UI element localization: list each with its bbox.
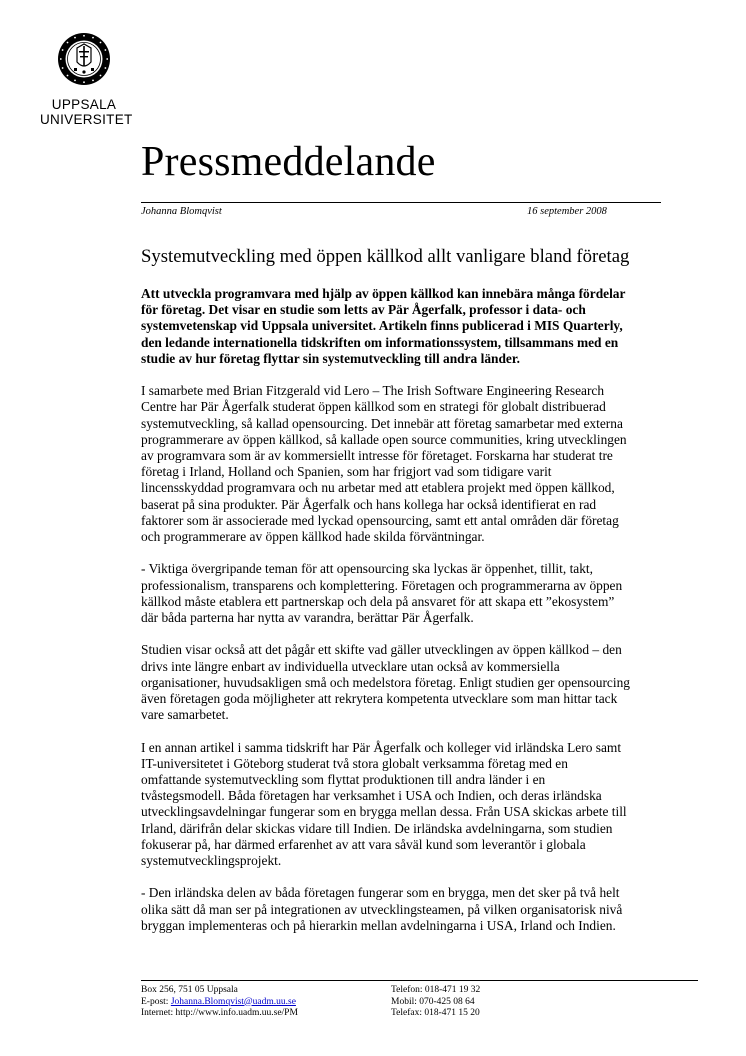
body-paragraph-1 xyxy=(141,383,703,545)
footer-address: Box 256, 751 05 Uppsala xyxy=(141,985,238,995)
lead-paragraph xyxy=(141,286,703,367)
lead-line: den ledande internationella tidskriften om informationssystem, tillsammans med en xyxy=(141,334,619,350)
footer-email-link[interactable]: Johanna.Blomqvist@uadm.uu.se xyxy=(170,996,296,1007)
body-line: - Viktiga övergripande teman för att opensourcing ska lyckas är öppenhet, tillit, takt, xyxy=(141,561,593,577)
lead-line: Att utveckla programvara med hjälp av öppen källkod kan innebära många fördelar xyxy=(141,286,626,301)
body-line: organisationer, huvudsakligen små och medelstora företag. Enligt studien ger opensourcing xyxy=(141,674,630,690)
body-line: lincensskyddad programvara och nu arbetar med att etablera projekt med öppen källkod, xyxy=(141,480,615,496)
footer-fax: Telefax: 018-471 15 20 xyxy=(391,1008,480,1018)
body-paragraph-4 xyxy=(141,740,703,870)
body-line: och programmerare av öppen källkod hade skilda förväntningar. xyxy=(141,529,485,545)
body-line: källkod måste etablera ett partnerskap och dela på ansvaret för att skapa ett ”ekosystem” xyxy=(141,593,615,609)
body-line: baserat på sina produkter. Pär Ågerfalk och hans kollega har också identifierat en rad xyxy=(141,496,597,512)
footer-email-label: E-post: xyxy=(141,996,171,1007)
footer-contact-right xyxy=(391,985,480,1020)
lead-line: studie av hur företag flyttar sin systemutveckling till andra länder. xyxy=(141,350,520,366)
body-line: fokuserar på, har därmed erfarenhet av att vara såväl kund som leverantör i globala xyxy=(141,836,586,852)
university-logo xyxy=(40,32,133,127)
body-line: professionalism, transparens och komplettering. Företagen och programmerarna av öppen xyxy=(141,577,623,593)
body-line: drivs inte längre enbart av individuella utvecklare utan också av kommersiella xyxy=(141,658,560,674)
body-line: vare samarbetet. xyxy=(141,707,229,723)
publish-date: 16 september 2008 xyxy=(527,206,607,217)
body-line: I en annan artikel i samma tidskrift har Pär Ågerfalk och kolleger vid irländska Lero samt xyxy=(141,739,622,755)
body-line: bryggan implementeras och på hierarkin mellan avdelningarna i USA, Irland och Indien. xyxy=(141,917,616,933)
article-headline: Systemutveckling med öppen källkod allt vanligare bland företag xyxy=(141,246,630,267)
body-paragraph-5 xyxy=(141,885,703,934)
footer-email-row xyxy=(141,997,298,1009)
body-line: systemutveckling, så kallad opensourcing. Det innebär att företag samarbetar med externa xyxy=(141,415,623,431)
body-line: utvecklingsavdelningar fungerar som en brygga mellan dessa. Från USA skickas arbete till xyxy=(141,804,627,820)
body-line: IT-universitetet i Göteborg studerat två stora globalt verksamma företag med en xyxy=(141,755,568,771)
body-line: Studien visar också att det pågår ett skifte vad gäller utvecklingen av öppen källkod – den xyxy=(141,642,622,658)
university-name-line2: UNIVERSITET xyxy=(40,112,133,127)
footer-internet: Internet: http://www.info.uadm.uu.se/PM xyxy=(141,1008,298,1018)
body-line: tvåstegsmodell. Båda företagen har verksamhet i USA och Indien, och deras irländska xyxy=(141,788,602,804)
body-line: omfattande systemutveckling som flyttat produktionen till andra länder i en xyxy=(141,772,546,788)
body-line: I samarbete med Brian Fitzgerald vid Lero – The Irish Software Engineering Research xyxy=(141,383,605,399)
lead-line: för företag. Det visar en studie som letts av Pär Ågerfalk, professor i data- och xyxy=(141,302,586,318)
body-line: systemutvecklingsprojekt. xyxy=(141,853,282,869)
footer-phone: Telefon: 018-471 19 32 xyxy=(391,985,481,995)
body-line: där båda parterna har nytta av varandra, berättar Pär Ågerfalk. xyxy=(141,610,474,626)
body-line: företag i Irland, Holland och Spanien, som har frigjort vad som tidigare varit xyxy=(141,464,552,480)
footer-contact-left xyxy=(141,985,298,1020)
body-line: olika sätt då man ser på integrationen av utvecklingsteamen, på vilken organisatorisk nivå xyxy=(141,901,623,917)
body-paragraph-2 xyxy=(141,561,703,626)
author-name: Johanna Blomqvist xyxy=(141,206,222,217)
article-body xyxy=(141,286,703,950)
body-line: även företagen goda möjligheter att rekrytera kompetenta utvecklare som man hittar tack xyxy=(141,691,618,707)
body-paragraph-3 xyxy=(141,642,703,723)
body-line: - Den irländska delen av båda företagen fungerar som en brygga, men det sker på två helt xyxy=(141,885,620,901)
body-line: Irland, därifrån delar skickas vidare till Indien. De irländska avdelningarna, som studien xyxy=(141,820,613,836)
body-line: av programvara som är av kommersiellt intresse för företaget. Forskarna har studerat tre xyxy=(141,448,613,464)
university-name xyxy=(40,97,133,127)
footer-divider xyxy=(141,980,698,981)
body-line: faktorer som är associerade med lyckad opensourcing, samt ett antal områden där företag xyxy=(141,512,619,528)
university-name-line1: UPPSALA xyxy=(51,97,117,112)
header-divider xyxy=(141,202,661,203)
body-line: programmerare av öppen källkod, så kallade open source communities, kring utvecklingen xyxy=(141,431,627,447)
body-line: Centre har Pär Ågerfalk studerat öppen källkod som en strategi för globalt distribuerad xyxy=(141,399,606,415)
lead-line: systemvetenskap vid Uppsala universitet. Artikeln finns publicerad i MIS Quarterly, xyxy=(141,318,623,334)
page-title: Pressmeddelande xyxy=(141,139,436,185)
university-seal-icon xyxy=(57,32,111,86)
footer-mobile: Mobil: 070-425 08 64 xyxy=(391,996,475,1007)
